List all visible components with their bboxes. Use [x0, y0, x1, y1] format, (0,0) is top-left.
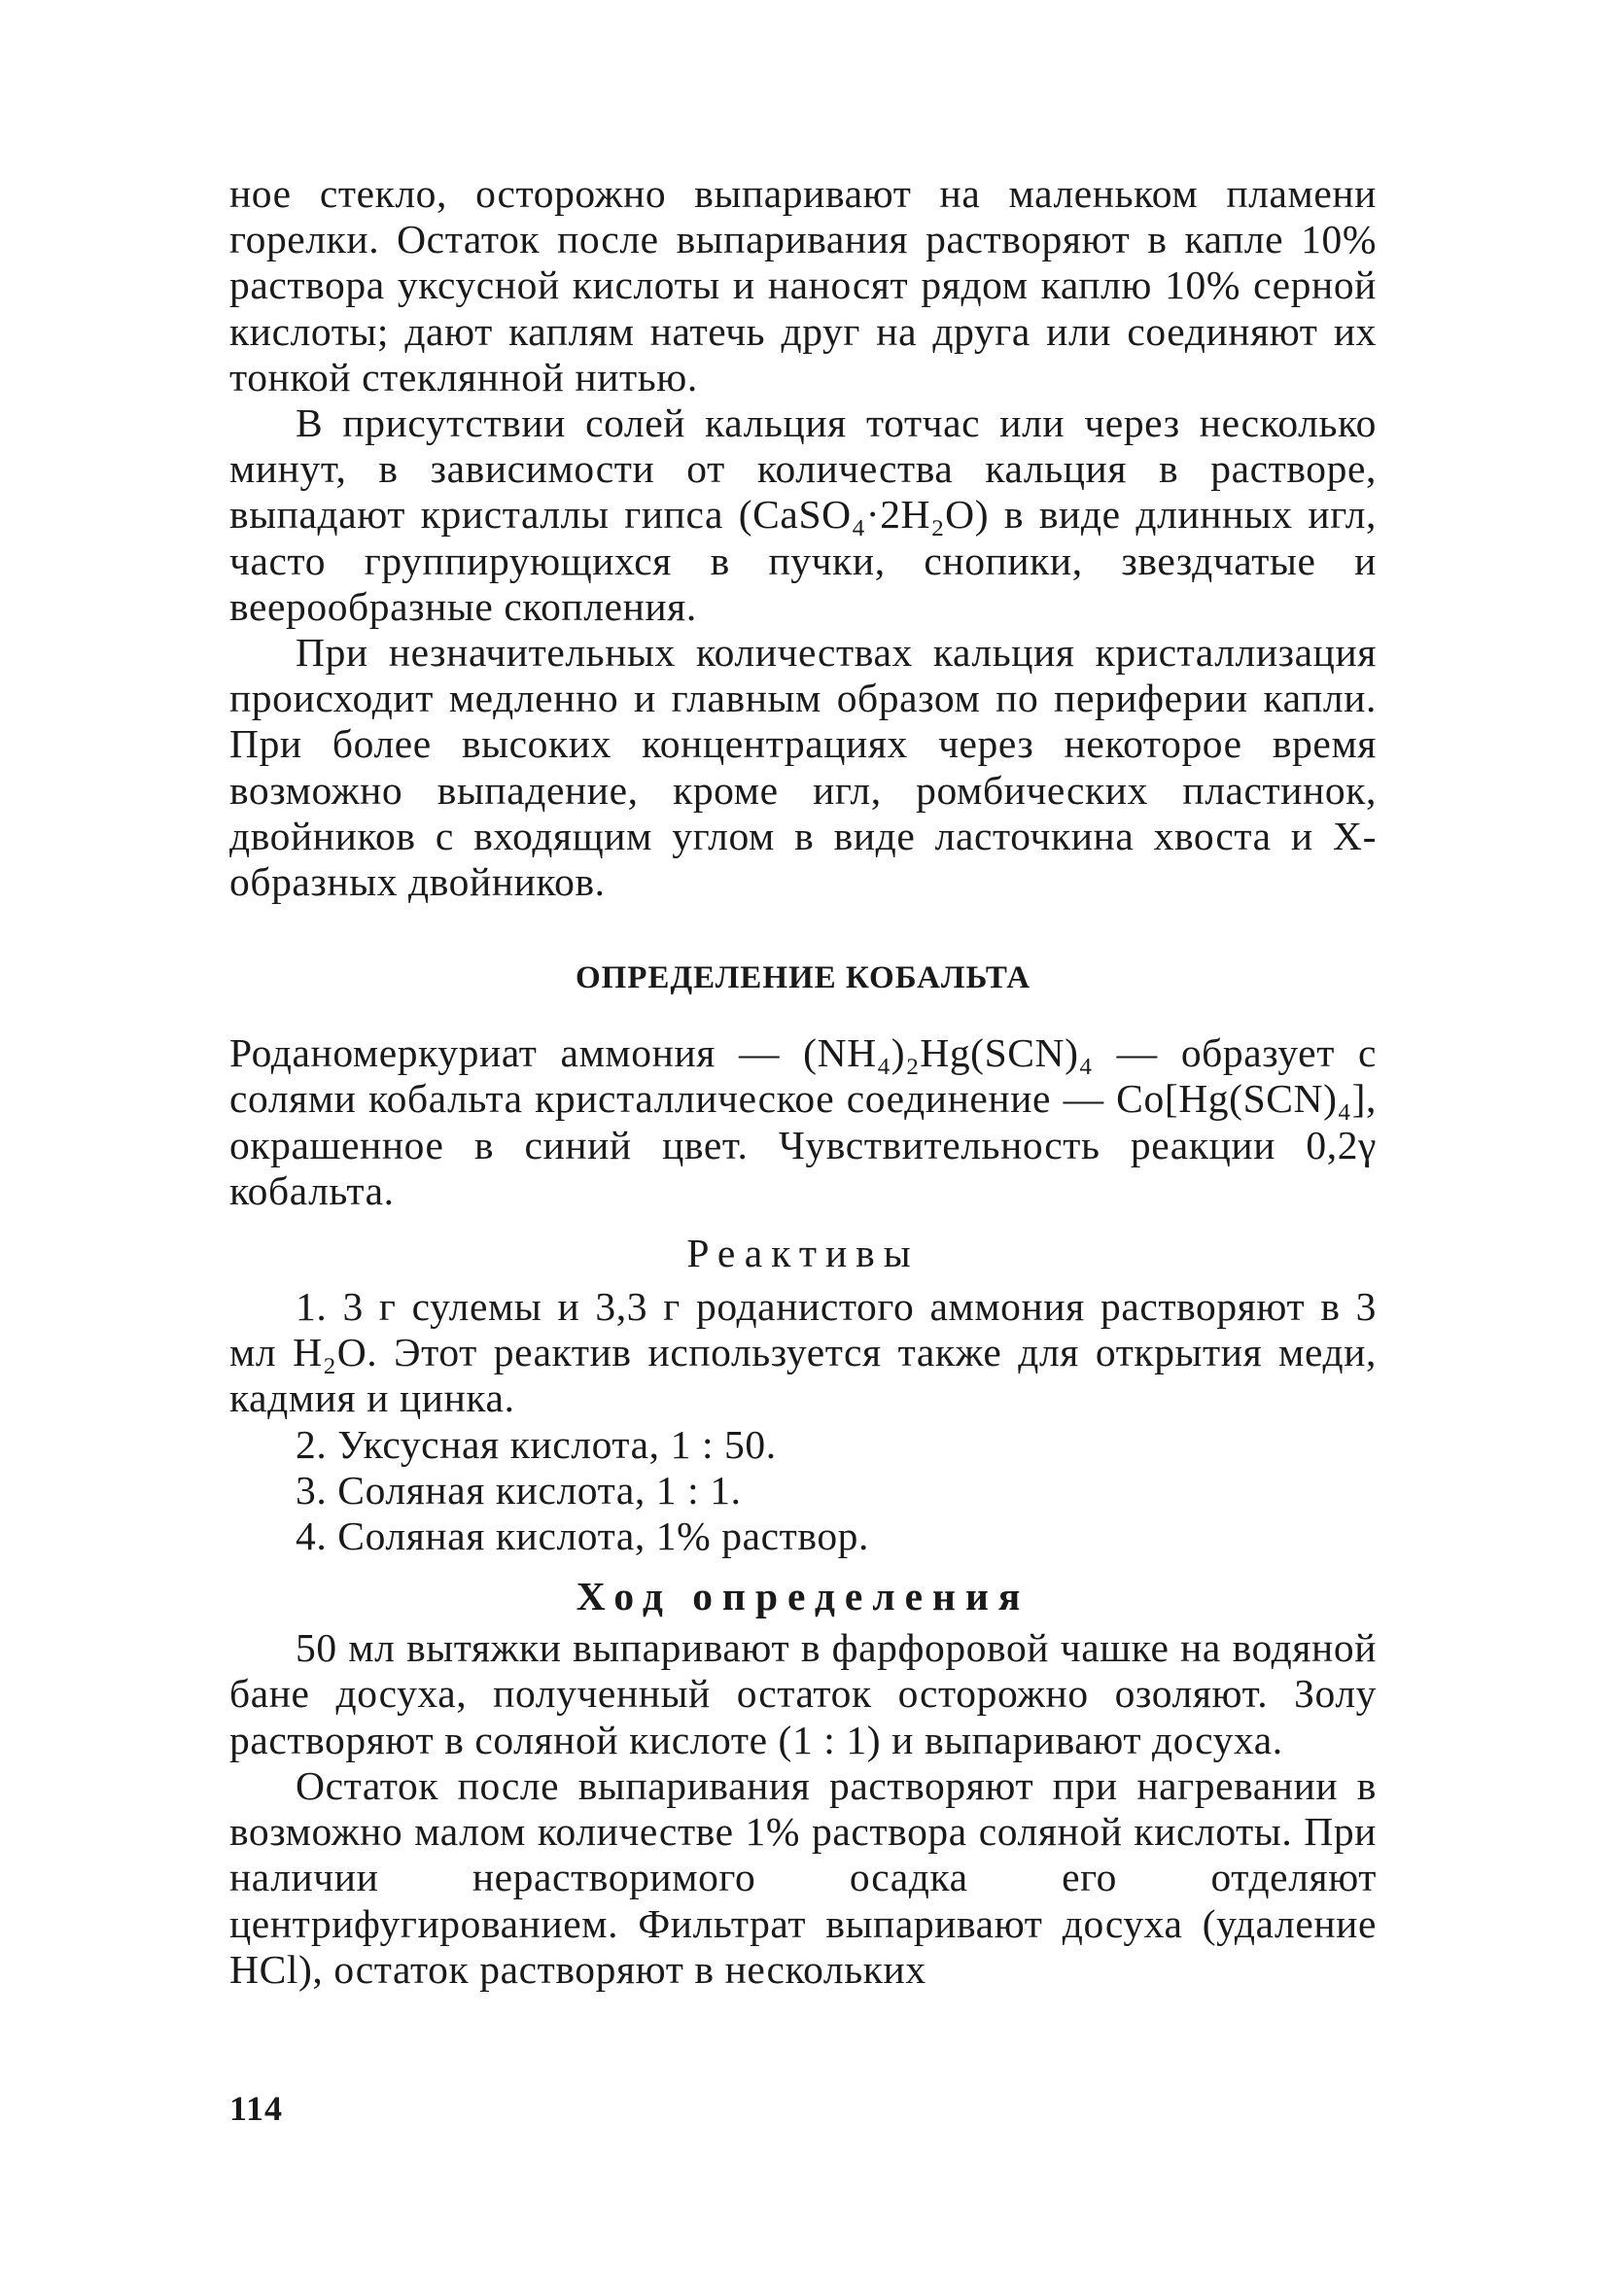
reagents-list	[229, 1284, 1377, 1559]
reagent-item: 4. Соляная кислота, 1% раствор.	[296, 1513, 869, 1559]
reagent-item: 3. Соляная кислота, 1 : 1.	[296, 1467, 742, 1513]
reagent-item: 2. Уксусная кислота, 1 : 50.	[296, 1421, 777, 1467]
paragraph-gypsum-crystals: В присутствии солей кальция тотчас или через несколько минут, в зависимости от количества кальция в растворе, выпадают кристаллы гипса (CaSO₄·2H₂O) в виде длинных игл, часто группирующихся в пучки, снопики, звездчатые и веерообразные скопления.	[229, 400, 1377, 629]
paragraph-procedure-2: Остаток после выпаривания растворяют при нагревании в возможно малом количестве 1% раствора соляной кислоты. При наличии нерастворимого осадка его отделяют центрифугированием. Фильтрат выпаривают досуха (удаление HCl), остаток растворяют в нескольких	[229, 1762, 1377, 1992]
reagents-title: Реактивы	[686, 1231, 920, 1276]
section-title: ОПРЕДЕЛЕНИЕ КОБАЛЬТА	[575, 960, 1031, 996]
paragraph-intro: Роданомеркуриат аммония — (NH₄)₂Hg(SCN)₄ — образует с солями кобальта кристаллическое соединение — Co[Hg(SCN)₄], окрашенное в синий цвет. Чувствительность реакции 0,2γ кобальта.	[229, 1030, 1377, 1213]
procedure-title: Ход определения	[576, 1574, 1031, 1619]
page-number: 114	[229, 2089, 284, 2128]
paragraph-procedure-1: 50 мл вытяжки выпаривают в фарфоровой чашке на водяной бане досуха, полученный остаток осторожно озоляют. Золу растворяют в соляной кислоте (1 : 1) и выпаривают досуха.	[229, 1625, 1377, 1762]
paragraph-continuation: ное стекло, осторожно выпаривают на маленьком пламени горелки. Остаток после выпаривания растворяют в капле 10% раствора уксусной кислоты и наносят рядом каплю 10% серной кислоты; дают каплям натечь друг на друга или соединяют их тонкой стеклянной нитью.	[229, 171, 1377, 400]
reagent-item: 1. 3 г сулемы и 3,3 г роданистого аммония растворяют в 3 мл H₂O. Этот реактив используется также для открытия меди, кадмия и цинка.	[229, 1284, 1377, 1421]
page-body	[229, 171, 1377, 1993]
paragraph-crystallization: При незначительных количествах кальция кристаллизация происходит медленно и главным образом по периферии капли. При более высоких концентрациях через некоторое время возможно выпадение, кроме игл, ромбических пластинок, двойников с входящим углом в виде ласточкина хвоста и Х-образных двойников.	[229, 630, 1377, 905]
